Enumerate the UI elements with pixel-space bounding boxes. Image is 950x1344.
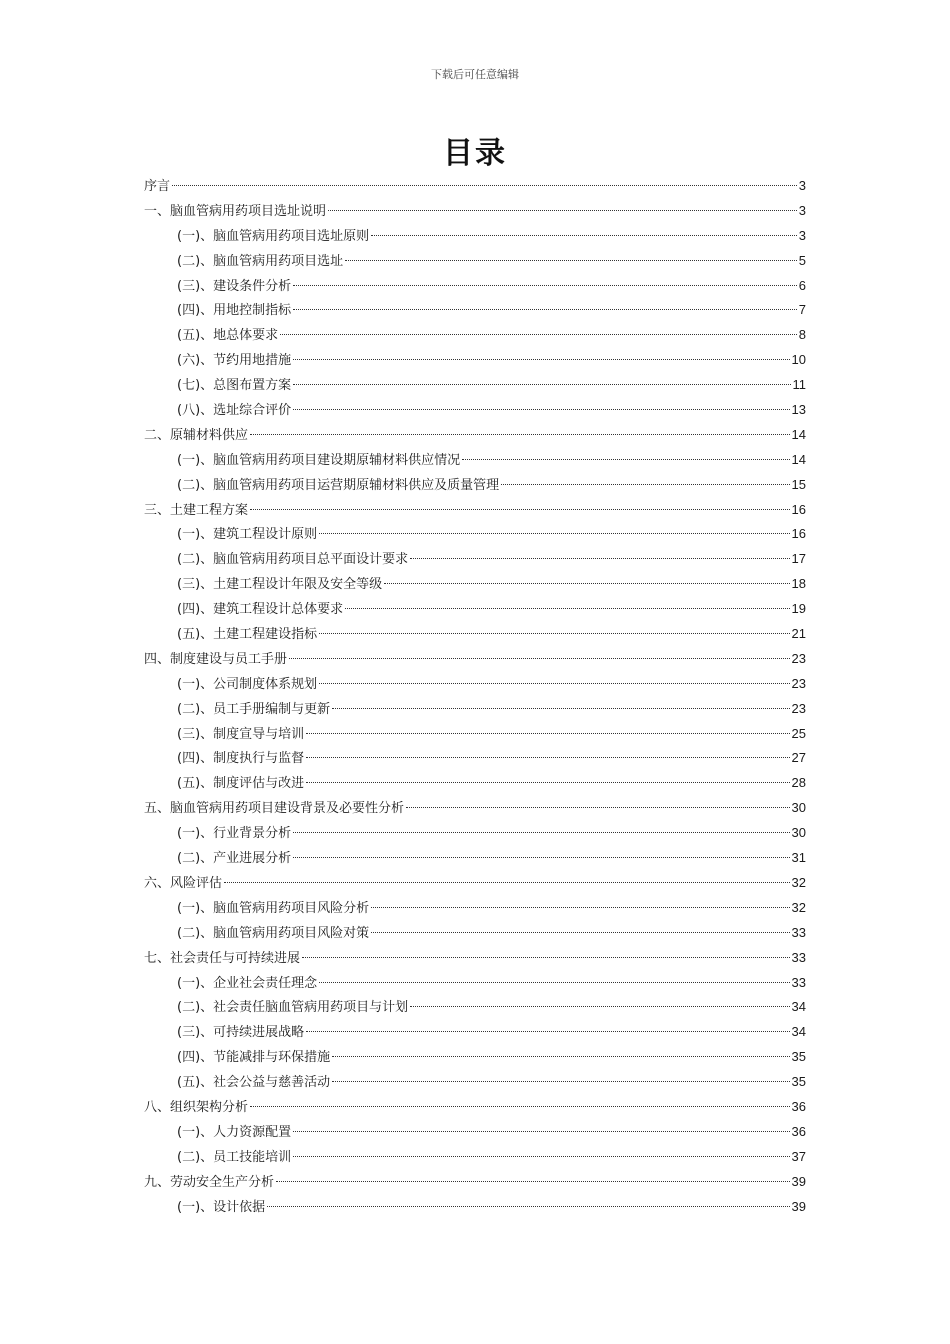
toc-dot-leader <box>384 583 789 584</box>
toc-dot-leader <box>328 210 797 211</box>
toc-dot-leader <box>371 235 797 236</box>
toc-entry-label: (五)、社会公益与慈善活动 <box>177 1075 331 1091</box>
toc-dot-leader <box>289 658 790 659</box>
toc-entry-label: (六)、节约用地措施 <box>177 353 292 369</box>
toc-dot-leader <box>306 757 789 758</box>
toc-section-entry[interactable] <box>144 199 806 224</box>
toc-dot-leader <box>280 334 797 335</box>
toc-entry-page-number: 18 <box>791 576 806 592</box>
toc-entry-label: (二)、社会责任脑血管病用药项目与计划 <box>177 1000 409 1016</box>
toc-subsection-entry[interactable] <box>144 746 806 771</box>
toc-entry-page-number: 33 <box>791 974 806 990</box>
toc-entry-page-number: 36 <box>791 1098 806 1114</box>
toc-section-entry[interactable] <box>144 174 806 199</box>
toc-entry-page-number: 16 <box>791 501 806 517</box>
toc-subsection-entry[interactable] <box>144 597 806 622</box>
toc-dot-leader <box>319 982 789 983</box>
toc-dot-leader <box>293 285 797 286</box>
toc-subsection-entry[interactable] <box>144 1195 806 1220</box>
toc-subsection-entry[interactable] <box>144 672 806 697</box>
toc-subsection-entry[interactable] <box>144 224 806 249</box>
toc-entry-label: (一)、行业背景分析 <box>177 826 292 842</box>
toc-entry-page-number: 5 <box>798 252 806 268</box>
toc-subsection-entry[interactable] <box>144 522 806 547</box>
toc-dot-leader <box>371 932 789 933</box>
toc-entry-page-number: 35 <box>791 1074 806 1090</box>
toc-entry-page-number: 21 <box>791 626 806 642</box>
table-of-contents <box>144 174 806 1219</box>
toc-dot-leader <box>501 484 789 485</box>
toc-section-entry[interactable] <box>144 498 806 523</box>
toc-entry-page-number: 10 <box>791 352 806 368</box>
toc-entry-page-number: 23 <box>791 700 806 716</box>
toc-entry-page-number: 13 <box>791 402 806 418</box>
toc-entry-page-number: 27 <box>791 750 806 766</box>
toc-dot-leader <box>293 384 790 385</box>
toc-dot-leader <box>319 683 789 684</box>
toc-entry-page-number: 30 <box>791 825 806 841</box>
toc-dot-leader <box>332 1081 789 1082</box>
toc-subsection-entry[interactable] <box>144 1145 806 1170</box>
toc-subsection-entry[interactable] <box>144 298 806 323</box>
toc-entry-page-number: 31 <box>791 850 806 866</box>
toc-section-entry[interactable] <box>144 796 806 821</box>
toc-subsection-entry[interactable] <box>144 697 806 722</box>
toc-entry-label: (三)、土建工程设计年限及安全等级 <box>177 577 383 593</box>
toc-subsection-entry[interactable] <box>144 921 806 946</box>
toc-entry-page-number: 32 <box>791 899 806 915</box>
toc-section-entry[interactable] <box>144 1170 806 1195</box>
toc-entry-label: (四)、制度执行与监督 <box>177 751 305 767</box>
toc-dot-leader <box>293 309 797 310</box>
toc-entry-label: (四)、建筑工程设计总体要求 <box>177 602 344 618</box>
toc-entry-label: (五)、土建工程建设指标 <box>177 627 318 643</box>
toc-entry-label: 九、劳动安全生产分析 <box>144 1174 275 1190</box>
toc-subsection-entry[interactable] <box>144 1070 806 1095</box>
toc-subsection-entry[interactable] <box>144 473 806 498</box>
toc-entry-label: (三)、可持续进展战略 <box>177 1025 305 1041</box>
toc-entry-page-number: 17 <box>791 551 806 567</box>
toc-entry-page-number: 37 <box>791 1148 806 1164</box>
toc-entry-label: (二)、脑血管病用药项目运营期原辅材料供应及质量管理 <box>177 477 500 493</box>
toc-dot-leader <box>306 733 789 734</box>
toc-entry-label: 五、脑血管病用药项目建设背景及必要性分析 <box>144 801 405 817</box>
toc-entry-label: (一)、脑血管病用药项目风险分析 <box>177 900 370 916</box>
toc-subsection-entry[interactable] <box>144 398 806 423</box>
toc-dot-leader <box>293 1156 789 1157</box>
toc-dot-leader <box>293 857 789 858</box>
toc-entry-page-number: 36 <box>791 1123 806 1139</box>
toc-dot-leader <box>293 409 789 410</box>
toc-entry-page-number: 15 <box>791 476 806 492</box>
toc-subsection-entry[interactable] <box>144 771 806 796</box>
toc-entry-label: (二)、员工技能培训 <box>177 1149 292 1165</box>
toc-dot-leader <box>306 782 789 783</box>
toc-subsection-entry[interactable] <box>144 323 806 348</box>
toc-entry-page-number: 33 <box>791 949 806 965</box>
toc-subsection-entry[interactable] <box>144 622 806 647</box>
toc-subsection-entry[interactable] <box>144 896 806 921</box>
toc-entry-label: 七、社会责任与可持续进展 <box>144 950 301 966</box>
toc-subsection-entry[interactable] <box>144 249 806 274</box>
toc-entry-label: 序言 <box>144 179 171 194</box>
toc-dot-leader <box>319 533 789 534</box>
toc-entry-page-number: 7 <box>798 302 806 318</box>
toc-dot-leader <box>250 434 790 435</box>
toc-entry-page-number: 16 <box>791 526 806 542</box>
toc-entry-label: (八)、选址综合评价 <box>177 403 292 419</box>
toc-entry-page-number: 14 <box>791 426 806 442</box>
toc-dot-leader <box>410 558 789 559</box>
toc-entry-label: 六、风险评估 <box>144 875 223 891</box>
toc-entry-page-number: 8 <box>798 327 806 343</box>
toc-entry-page-number: 34 <box>791 1024 806 1040</box>
toc-entry-page-number: 11 <box>792 377 806 393</box>
toc-entry-label: 二、原辅材料供应 <box>144 427 249 443</box>
toc-dot-leader <box>293 832 789 833</box>
toc-entry-label: (二)、产业进展分析 <box>177 851 292 867</box>
toc-section-entry[interactable] <box>144 1095 806 1120</box>
toc-subsection-entry[interactable] <box>144 348 806 373</box>
toc-entry-label: (三)、建设条件分析 <box>177 278 292 294</box>
toc-subsection-entry[interactable] <box>144 995 806 1020</box>
toc-subsection-entry[interactable] <box>144 1045 806 1070</box>
toc-entry-label: (一)、设计依据 <box>177 1199 266 1215</box>
toc-entry-label: (二)、脑血管病用药项目总平面设计要求 <box>177 552 409 568</box>
toc-subsection-entry[interactable] <box>144 821 806 846</box>
toc-entry-label: 八、组织架构分析 <box>144 1099 249 1115</box>
toc-entry-page-number: 32 <box>791 874 806 890</box>
toc-entry-page-number: 33 <box>791 924 806 940</box>
toc-section-entry[interactable] <box>144 647 806 672</box>
toc-dot-leader <box>319 633 789 634</box>
toc-entry-label: (二)、脑血管病用药项目选址 <box>177 253 344 269</box>
toc-dot-leader <box>332 708 789 709</box>
toc-subsection-entry[interactable] <box>144 448 806 473</box>
toc-dot-leader <box>345 608 789 609</box>
toc-dot-leader <box>250 1106 790 1107</box>
toc-entry-label: (一)、人力资源配置 <box>177 1124 292 1140</box>
toc-dot-leader <box>276 1181 790 1182</box>
toc-subsection-entry[interactable] <box>144 722 806 747</box>
toc-entry-label: (一)、公司制度体系规划 <box>177 676 318 692</box>
toc-entry-page-number: 34 <box>791 999 806 1015</box>
toc-dot-leader <box>293 359 789 360</box>
toc-entry-page-number: 6 <box>798 277 806 293</box>
toc-dot-leader <box>410 1006 789 1007</box>
toc-entry-label: (七)、总图布置方案 <box>177 378 292 394</box>
toc-subsection-entry[interactable] <box>144 274 806 299</box>
toc-subsection-entry[interactable] <box>144 1020 806 1045</box>
toc-entry-page-number: 19 <box>791 601 806 617</box>
toc-subsection-entry[interactable] <box>144 373 806 398</box>
toc-dot-leader <box>462 459 789 460</box>
toc-entry-label: (二)、员工手册编制与更新 <box>177 701 331 717</box>
toc-dot-leader <box>371 907 789 908</box>
toc-subsection-entry[interactable] <box>144 846 806 871</box>
toc-entry-page-number: 23 <box>791 650 806 666</box>
toc-entry-label: 一、脑血管病用药项目选址说明 <box>144 203 327 219</box>
toc-entry-label: (二)、脑血管病用药项目风险对策 <box>177 925 370 941</box>
toc-dot-leader <box>302 957 790 958</box>
toc-entry-label: (一)、企业社会责任理念 <box>177 975 318 991</box>
toc-section-entry[interactable] <box>144 423 806 448</box>
toc-dot-leader <box>293 1131 789 1132</box>
toc-section-entry[interactable] <box>144 946 806 971</box>
toc-entry-label: (五)、制度评估与改进 <box>177 776 305 792</box>
toc-entry-page-number: 28 <box>791 775 806 791</box>
toc-title: 目录 <box>443 136 507 171</box>
toc-entry-page-number: 39 <box>791 1198 806 1214</box>
toc-entry-page-number: 25 <box>791 725 806 741</box>
toc-entry-page-number: 30 <box>791 800 806 816</box>
toc-entry-page-number: 23 <box>791 675 806 691</box>
toc-dot-leader <box>224 882 790 883</box>
toc-dot-leader <box>250 509 790 510</box>
toc-subsection-entry[interactable] <box>144 971 806 996</box>
toc-entry-page-number: 3 <box>798 202 806 218</box>
toc-entry-page-number: 35 <box>791 1049 806 1065</box>
toc-subsection-entry[interactable] <box>144 572 806 597</box>
toc-entry-label: (三)、制度宣导与培训 <box>177 726 305 742</box>
toc-entry-label: (一)、建筑工程设计原则 <box>177 527 318 543</box>
toc-dot-leader <box>406 807 790 808</box>
toc-dot-leader <box>306 1031 789 1032</box>
toc-dot-leader <box>267 1206 789 1207</box>
toc-dot-leader <box>332 1056 789 1057</box>
page-header-note: 下载后可任意编辑 <box>431 68 519 81</box>
toc-entry-label: 三、土建工程方案 <box>144 502 249 518</box>
toc-dot-leader <box>345 260 797 261</box>
toc-section-entry[interactable] <box>144 871 806 896</box>
toc-entry-label: (五)、地总体要求 <box>177 328 279 344</box>
toc-entry-label: (一)、脑血管病用药项目选址原则 <box>177 228 370 244</box>
toc-subsection-entry[interactable] <box>144 547 806 572</box>
toc-entry-label: (四)、用地控制指标 <box>177 303 292 319</box>
toc-entry-page-number: 3 <box>798 178 806 193</box>
toc-dot-leader <box>172 185 797 186</box>
toc-subsection-entry[interactable] <box>144 1120 806 1145</box>
toc-entry-page-number: 14 <box>791 451 806 467</box>
toc-entry-label: (一)、脑血管病用药项目建设期原辅材料供应情况 <box>177 452 461 468</box>
toc-entry-label: 四、制度建设与员工手册 <box>144 651 288 667</box>
toc-entry-label: (四)、节能减排与环保措施 <box>177 1050 331 1066</box>
toc-entry-page-number: 39 <box>791 1173 806 1189</box>
toc-entry-page-number: 3 <box>798 227 806 243</box>
